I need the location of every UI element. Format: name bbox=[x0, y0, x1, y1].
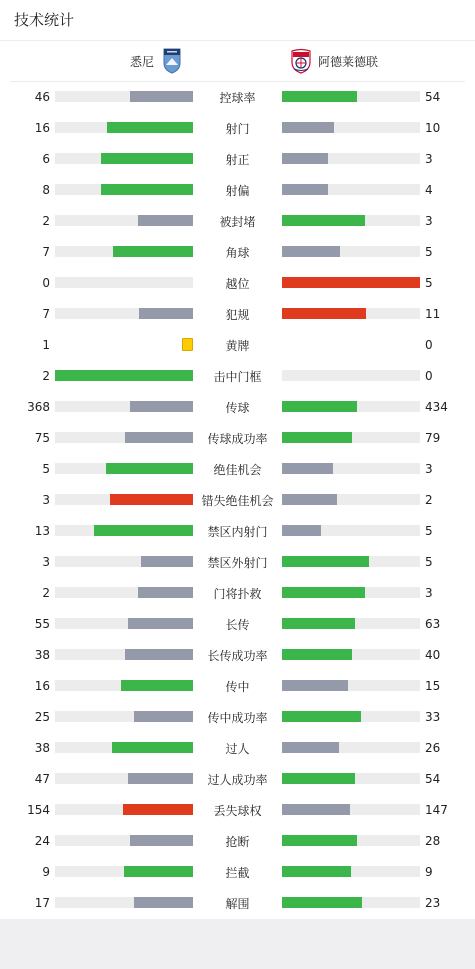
stat-label: 抢断 bbox=[225, 835, 250, 849]
sydney-fc-crest-icon bbox=[162, 48, 182, 74]
stat-label: 丢失球权 bbox=[213, 804, 262, 818]
adelaide-united-crest-icon bbox=[290, 48, 312, 74]
away-value: 26 bbox=[425, 741, 441, 755]
home-bar-track bbox=[55, 742, 193, 753]
stat-label: 禁区内射门 bbox=[207, 525, 268, 539]
home-bar-track bbox=[55, 587, 193, 598]
stat-label: 长传成功率 bbox=[207, 649, 268, 663]
away-bar-track bbox=[282, 184, 420, 195]
home-bar-track bbox=[55, 463, 193, 474]
stat-row bbox=[0, 205, 475, 236]
home-bar-fill bbox=[128, 618, 193, 629]
home-bar-track bbox=[55, 246, 193, 257]
away-bar-fill bbox=[282, 680, 348, 691]
home-bar-track bbox=[55, 494, 193, 505]
away-bar-track bbox=[282, 711, 420, 722]
home-bar-fill bbox=[124, 866, 193, 877]
away-value: 28 bbox=[425, 834, 441, 848]
stat-row bbox=[0, 670, 475, 701]
away-value: 0 bbox=[425, 338, 433, 352]
away-bar-fill bbox=[282, 804, 350, 815]
stat-row bbox=[0, 763, 475, 794]
away-bar-fill bbox=[282, 246, 340, 257]
home-bar-fill bbox=[141, 556, 193, 567]
stat-label: 击中门框 bbox=[213, 370, 262, 384]
away-bar-fill bbox=[282, 91, 357, 102]
home-bar-fill bbox=[121, 680, 193, 691]
away-bar-track bbox=[282, 742, 420, 753]
stat-label: 长传 bbox=[225, 618, 250, 632]
stat-row bbox=[0, 174, 475, 205]
away-bar-track bbox=[282, 587, 420, 598]
stat-row bbox=[0, 267, 475, 298]
stat-label: 解围 bbox=[225, 897, 250, 911]
away-bar-fill bbox=[282, 401, 357, 412]
stat-label: 传中成功率 bbox=[207, 711, 268, 725]
home-bar-fill bbox=[130, 401, 193, 412]
away-value: 0 bbox=[425, 369, 433, 383]
stat-row bbox=[0, 546, 475, 577]
away-bar-track bbox=[282, 370, 420, 381]
away-bar-fill bbox=[282, 587, 365, 598]
away-team-name: 阿德莱德联 bbox=[318, 54, 379, 69]
away-bar-fill bbox=[282, 184, 328, 195]
stat-row bbox=[0, 112, 475, 143]
stat-label: 射门 bbox=[225, 122, 250, 136]
home-value: 0 bbox=[42, 276, 50, 290]
home-value: 6 bbox=[42, 152, 50, 166]
stat-label: 禁区外射门 bbox=[207, 556, 268, 570]
home-value: 3 bbox=[42, 493, 50, 507]
home-bar-track bbox=[55, 866, 193, 877]
away-bar-fill bbox=[282, 122, 334, 133]
away-bar-fill bbox=[282, 835, 357, 846]
away-bar-track bbox=[282, 463, 420, 474]
home-bar-fill bbox=[138, 215, 193, 226]
home-bar-fill bbox=[134, 711, 193, 722]
home-value: 16 bbox=[34, 679, 50, 693]
home-bar-fill bbox=[112, 742, 193, 753]
home-bar-track bbox=[55, 649, 193, 660]
home-value: 16 bbox=[34, 121, 50, 135]
home-bar-track bbox=[55, 680, 193, 691]
home-value: 38 bbox=[34, 648, 50, 662]
away-bar-fill bbox=[282, 742, 339, 753]
home-bar-track bbox=[55, 711, 193, 722]
away-bar-fill bbox=[282, 649, 352, 660]
away-value: 3 bbox=[425, 462, 433, 476]
away-bar-track bbox=[282, 649, 420, 660]
home-value: 46 bbox=[34, 90, 50, 104]
home-bar-fill bbox=[101, 184, 193, 195]
away-value: 2 bbox=[425, 493, 433, 507]
home-bar-fill bbox=[123, 804, 193, 815]
stat-row bbox=[0, 577, 475, 608]
stat-label: 犯规 bbox=[225, 308, 250, 322]
stat-label: 被封堵 bbox=[219, 215, 256, 229]
away-value: 3 bbox=[425, 214, 433, 228]
home-value: 2 bbox=[42, 586, 50, 600]
stat-label: 门将扑救 bbox=[213, 587, 262, 601]
teams-header bbox=[10, 41, 465, 82]
home-value: 368 bbox=[27, 400, 50, 414]
home-value: 8 bbox=[42, 183, 50, 197]
away-bar-fill bbox=[282, 463, 333, 474]
stat-row bbox=[0, 391, 475, 422]
home-value: 9 bbox=[42, 865, 50, 879]
stat-label: 黄牌 bbox=[225, 339, 250, 353]
home-value: 1 bbox=[42, 338, 50, 352]
away-value: 147 bbox=[425, 803, 448, 817]
home-bar-track bbox=[55, 91, 193, 102]
stat-row bbox=[0, 887, 475, 918]
stat-row bbox=[0, 856, 475, 887]
stat-row bbox=[0, 81, 475, 112]
home-bar-track bbox=[55, 804, 193, 815]
home-value: 2 bbox=[42, 214, 50, 228]
away-bar-fill bbox=[282, 556, 369, 567]
home-bar-track bbox=[55, 184, 193, 195]
stat-row bbox=[0, 825, 475, 856]
home-bar-fill bbox=[113, 246, 193, 257]
away-value: 33 bbox=[425, 710, 441, 724]
away-bar-track bbox=[282, 525, 420, 536]
home-value: 13 bbox=[34, 524, 50, 538]
home-value: 3 bbox=[42, 555, 50, 569]
home-value: 55 bbox=[34, 617, 50, 631]
away-bar-track bbox=[282, 556, 420, 567]
stat-row bbox=[0, 484, 475, 515]
stat-row bbox=[0, 701, 475, 732]
away-bar-track bbox=[282, 215, 420, 226]
away-value: 4 bbox=[425, 183, 433, 197]
home-value: 17 bbox=[34, 896, 50, 910]
stat-row bbox=[0, 143, 475, 174]
home-bar-track bbox=[55, 370, 193, 381]
away-bar-track bbox=[282, 680, 420, 691]
away-bar-track bbox=[282, 277, 420, 288]
away-bar-fill bbox=[282, 277, 420, 288]
home-bar-track bbox=[55, 277, 193, 288]
home-bar-fill bbox=[110, 494, 193, 505]
away-value: 23 bbox=[425, 896, 441, 910]
stat-label: 过人 bbox=[225, 742, 250, 756]
away-bar-track bbox=[282, 246, 420, 257]
away-value: 5 bbox=[425, 524, 433, 538]
home-bar-fill bbox=[106, 463, 193, 474]
away-bar-fill bbox=[282, 525, 321, 536]
home-bar-fill bbox=[101, 153, 193, 164]
away-bar-track bbox=[282, 91, 420, 102]
home-value: 25 bbox=[34, 710, 50, 724]
home-bar-fill bbox=[125, 649, 193, 660]
home-value: 2 bbox=[42, 369, 50, 383]
home-value: 47 bbox=[34, 772, 50, 786]
away-value: 11 bbox=[425, 307, 441, 321]
away-bar-fill bbox=[282, 618, 355, 629]
stat-label: 错失绝佳机会 bbox=[201, 494, 274, 508]
away-bar-fill bbox=[282, 897, 362, 908]
home-team[interactable] bbox=[130, 48, 182, 74]
stat-row bbox=[0, 329, 475, 360]
stat-row bbox=[0, 608, 475, 639]
stat-row bbox=[0, 236, 475, 267]
away-value: 40 bbox=[425, 648, 441, 662]
stat-label: 射正 bbox=[225, 153, 250, 167]
home-bar-track bbox=[55, 525, 193, 536]
away-bar-fill bbox=[282, 308, 366, 319]
stat-label: 传中 bbox=[225, 680, 250, 694]
away-bar-track bbox=[282, 122, 420, 133]
away-bar-fill bbox=[282, 215, 365, 226]
away-value: 10 bbox=[425, 121, 441, 135]
stat-label: 过人成功率 bbox=[207, 773, 268, 787]
home-value: 154 bbox=[27, 803, 50, 817]
home-bar-track bbox=[55, 308, 193, 319]
home-bar-fill bbox=[130, 91, 193, 102]
away-value: 5 bbox=[425, 555, 433, 569]
stat-label: 角球 bbox=[225, 246, 250, 260]
stat-row bbox=[0, 453, 475, 484]
away-bar-fill bbox=[282, 866, 351, 877]
home-bar-fill bbox=[125, 432, 193, 443]
home-bar-track bbox=[55, 153, 193, 164]
home-bar-fill bbox=[130, 835, 193, 846]
home-bar-fill bbox=[55, 370, 193, 381]
away-bar-fill bbox=[282, 494, 337, 505]
home-bar-track bbox=[55, 215, 193, 226]
away-bar-fill bbox=[282, 153, 328, 164]
away-bar-track bbox=[282, 866, 420, 877]
stats-list bbox=[0, 81, 475, 918]
away-bar-track bbox=[282, 618, 420, 629]
stat-row bbox=[0, 360, 475, 391]
away-value: 3 bbox=[425, 152, 433, 166]
home-value: 38 bbox=[34, 741, 50, 755]
stat-label: 越位 bbox=[225, 277, 250, 291]
away-bar-fill bbox=[282, 773, 355, 784]
away-bar-track bbox=[282, 401, 420, 412]
yellow-card-icon bbox=[182, 338, 193, 351]
home-value: 5 bbox=[42, 462, 50, 476]
away-bar-track bbox=[282, 773, 420, 784]
away-value: 434 bbox=[425, 400, 448, 414]
away-team[interactable] bbox=[290, 48, 378, 74]
away-bar-track bbox=[282, 153, 420, 164]
stat-row bbox=[0, 794, 475, 825]
home-bar-fill bbox=[94, 525, 193, 536]
away-bar-track bbox=[282, 897, 420, 908]
home-value: 7 bbox=[42, 245, 50, 259]
home-bar-track bbox=[55, 618, 193, 629]
away-bar-track bbox=[282, 432, 420, 443]
stat-row bbox=[0, 732, 475, 763]
away-value: 63 bbox=[425, 617, 441, 631]
stat-label: 控球率 bbox=[219, 91, 256, 105]
page-title: 技术统计 bbox=[0, 0, 475, 41]
stat-row bbox=[0, 515, 475, 546]
home-bar-fill bbox=[139, 308, 193, 319]
away-bar-track bbox=[282, 835, 420, 846]
home-bar-track bbox=[55, 432, 193, 443]
home-bar-track bbox=[55, 401, 193, 412]
home-bar-fill bbox=[138, 587, 193, 598]
home-bar-track bbox=[55, 897, 193, 908]
stat-label: 拦截 bbox=[225, 866, 250, 880]
away-value: 5 bbox=[425, 245, 433, 259]
away-bar-fill bbox=[282, 711, 361, 722]
stat-row bbox=[0, 639, 475, 670]
stat-label: 绝佳机会 bbox=[213, 463, 262, 477]
home-bar-track bbox=[55, 835, 193, 846]
stat-label: 传球成功率 bbox=[207, 432, 268, 446]
away-value: 9 bbox=[425, 865, 433, 879]
stat-label: 射偏 bbox=[225, 184, 250, 198]
home-value: 24 bbox=[34, 834, 50, 848]
away-bar-track bbox=[282, 308, 420, 319]
away-value: 54 bbox=[425, 90, 441, 104]
stat-row bbox=[0, 422, 475, 453]
home-bar-track bbox=[55, 122, 193, 133]
away-bar-fill bbox=[282, 432, 352, 443]
home-bar-track bbox=[55, 773, 193, 784]
home-team-name: 悉尼 bbox=[129, 54, 154, 69]
stat-label: 传球 bbox=[225, 401, 250, 415]
away-bar-track bbox=[282, 804, 420, 815]
home-value: 7 bbox=[42, 307, 50, 321]
away-value: 15 bbox=[425, 679, 441, 693]
home-value: 75 bbox=[34, 431, 50, 445]
away-value: 5 bbox=[425, 276, 433, 290]
stat-row bbox=[0, 298, 475, 329]
home-bar-fill bbox=[107, 122, 193, 133]
away-bar-track bbox=[282, 494, 420, 505]
away-value: 54 bbox=[425, 772, 441, 786]
home-bar-fill bbox=[128, 773, 193, 784]
away-value: 3 bbox=[425, 586, 433, 600]
home-bar-track bbox=[55, 556, 193, 567]
home-bar-fill bbox=[134, 897, 193, 908]
away-value: 79 bbox=[425, 431, 441, 445]
